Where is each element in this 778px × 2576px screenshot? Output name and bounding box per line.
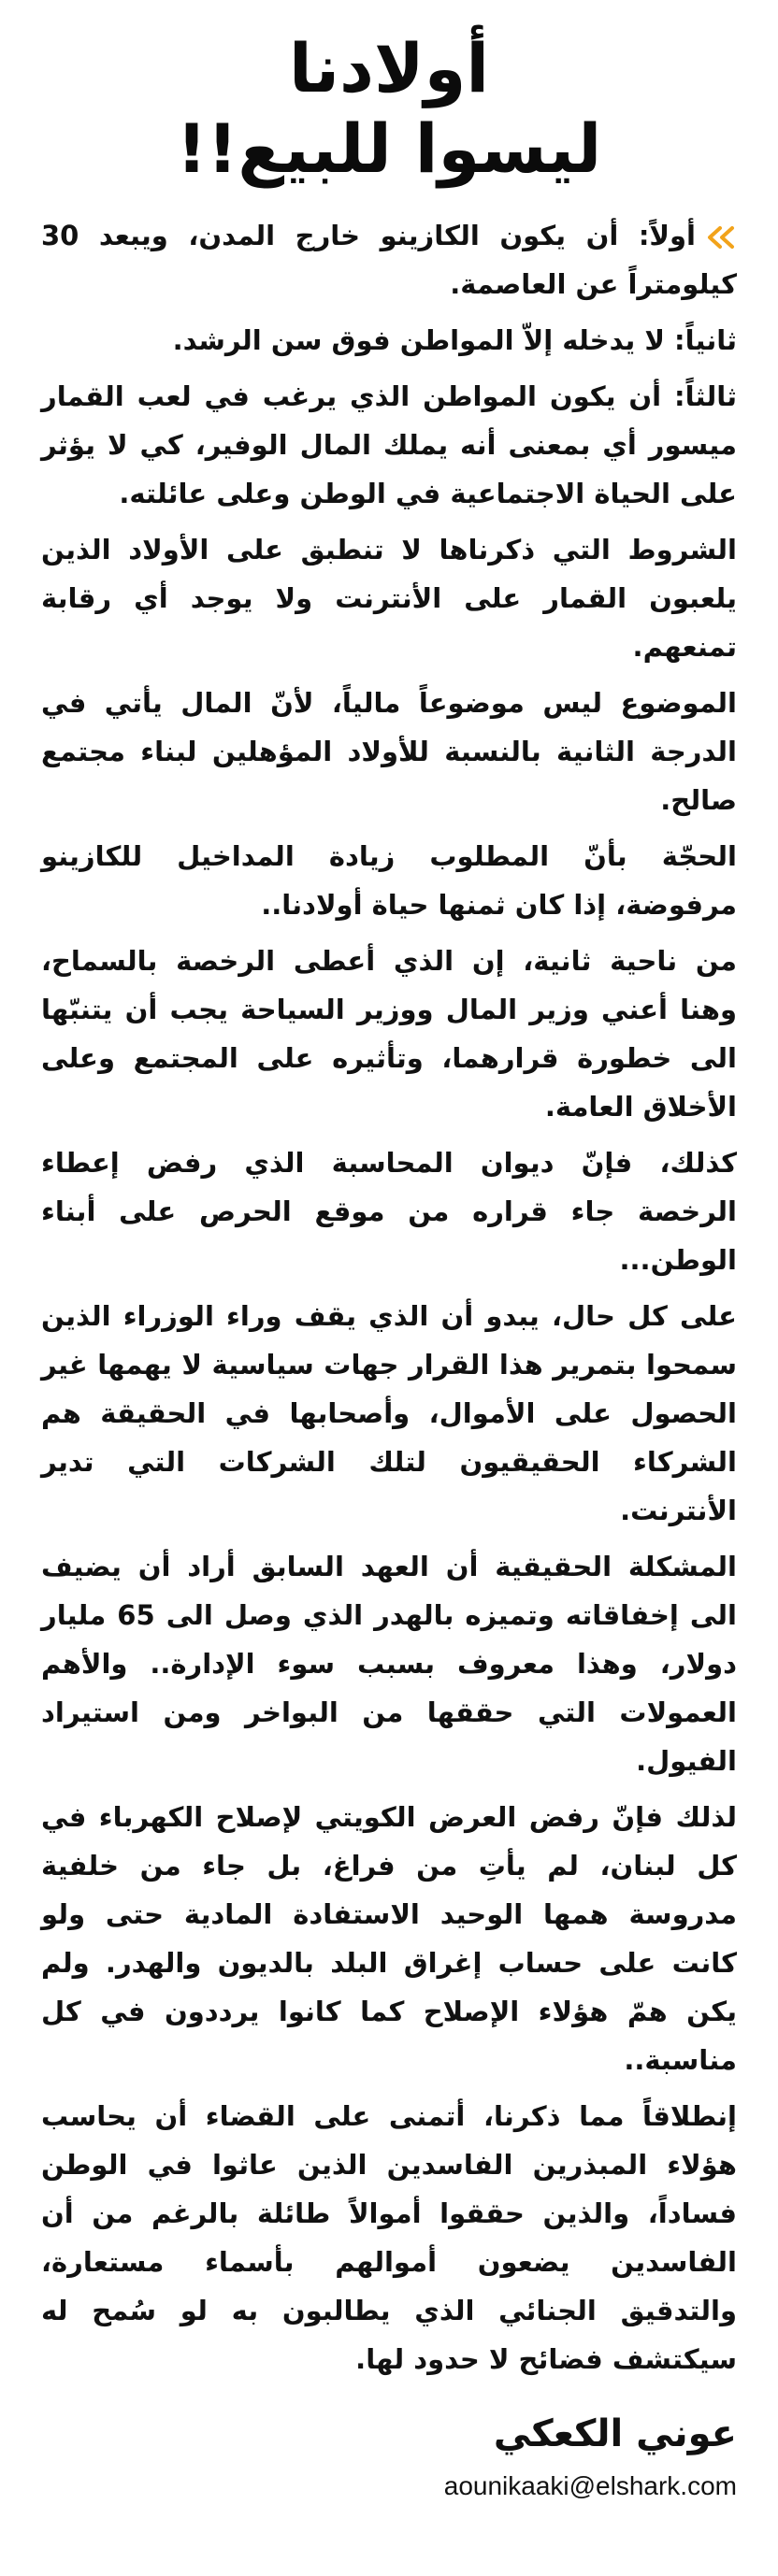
paragraph-8: كذلك، فإنّ ديوان المحاسبة الذي رفض إعطاء الرخصة جاء قراره من موقع الحرص على أبناء الوطن... [41,1147,737,1276]
article-body [41,211,737,2383]
title-line-1: أولادنا [288,29,490,107]
paragraph-1-text: أولاً: أن يكون الكازينو خارج المدن، ويبعد 30 كيلومتراً عن العاصمة. [41,220,737,300]
author-email[interactable]: aounikaaki@elshark.com [443,2471,737,2500]
paragraph-1 [41,211,737,308]
paragraph-2: ثانياً: لا يدخله إلاّ المواطن فوق سن الرشد. [172,324,737,356]
title-line-2: ليسوا للبيع!! [176,109,602,188]
paragraph-11: لذلك فإنّ رفض العرض الكويتي لإصلاح الكهرباء في كل لبنان، لم يأتِ من فراغ، بل جاء من خلفية مدروسة همها الوحيد الاستفادة المادية حتى ولو كانت على حساب إغراق البلد بالديون والهدر. ولم يكن همّ هؤلاء الإصلاح كما كانوا يرددون في كل مناسبة.. [41,1801,737,2076]
paragraph-5: الموضوع ليس موضوعاً مالياً، لأنّ المال يأتي في الدرجة الثانية بالنسبة للأولاد المؤهلين لبناء مجتمع صالح. [41,687,737,816]
paragraph-3: ثالثاً: أن يكون المواطن الذي يرغب في لعب القمار ميسور أي بمعنى أنه يملك المال الوفير، كي لا يؤثر على الحياة الاجتماعية في الوطن وعلى عائلته. [41,380,737,509]
author-name: عوني الكعكي [493,2412,737,2455]
paragraph-10: المشكلة الحقيقية أن العهد السابق أراد أن يضيف الى إخفاقاته وتميزه بالهدر الذي وصل الى 65 مليار دولار، وهذا معروف بسبب سوء الإدارة.. والأهم العمولات التي حققها من البواخر ومن استيراد الفيول. [41,1551,738,1777]
paragraph-4: الشروط التي ذكرناها لا تنطبق على الأولاد الذين يلعبون القمار على الأنترنت ولا يوجد أي رقابة تمنعهم. [41,534,737,663]
article-title [41,28,737,189]
paragraph-6: الحجّة بأنّ المطلوب زيادة المداخيل للكازينو مرفوضة، إذا كان ثمنها حياة أولادنا.. [41,840,737,921]
double-chevron-left-icon [705,225,737,250]
paragraph-9: على كل حال، يبدو أن الذي يقف وراء الوزراء الذين سمحوا بتمرير هذا القرار جهات سياسية لا يهمها غير الحصول على الأموال، وأصحابها في الحقيقة هم الشركاء الحقيقيون لتلك الشركات التي تدير الأنترنت. [41,1300,737,1526]
paragraph-7: من ناحية ثانية، إن الذي أعطى الرخصة بالسماح، وهنا أعني وزير المال ووزير السياحة يجب أن يتنبّها الى خطورة قرارهما، وتأثيره على المجتمع وعلى الأخلاق العامة. [41,945,737,1123]
paragraph-12: إنطلاقاً مما ذكرنا، أتمنى على القضاء أن يحاسب هؤلاء المبذرين الفاسدين الذين عاثوا في الوطن فساداً، والذين حققوا أموالاً طائلة بالرغم من أن الفاسدين يضعون أموالهم بأسماء مستعارة، والتدقيق الجنائي الذي يطالبون به لو سُمح له سيكتشف فضائح لا حدود لها. [41,2100,737,2375]
